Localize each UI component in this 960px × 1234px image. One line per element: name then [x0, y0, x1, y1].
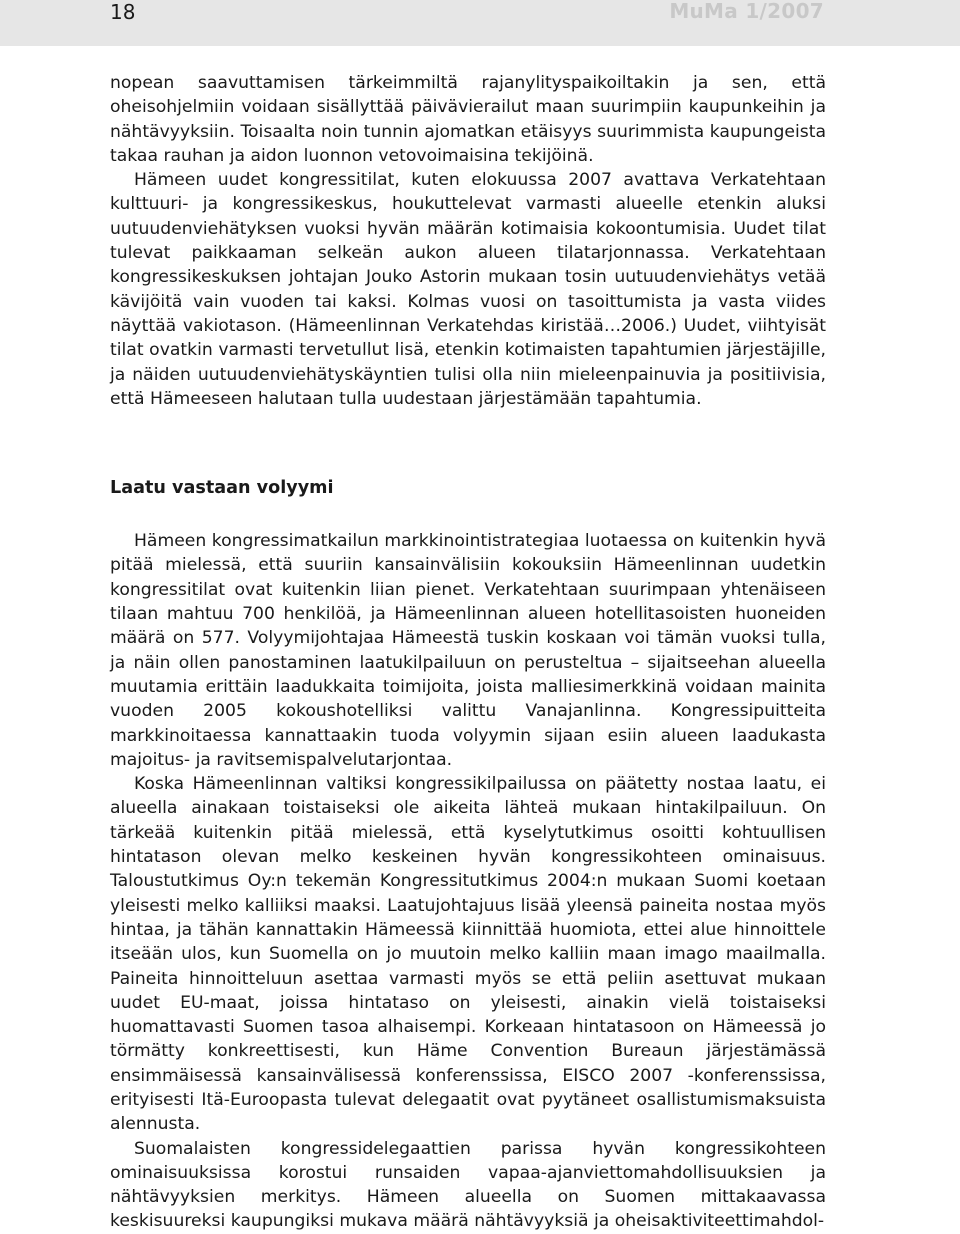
body-paragraph: Suomalaisten kongressidelegaattien parissa hyvän kongressikohteen ominaisuuksissa korostui runsaiden vapaa-ajanviettomahdollisuuksien ja nähtävyyksien merkitys. Hämeen alueella on Suomen mittakaavassa keskisuureksi kaupungiksi mukava määrä nähtävyyksiä ja oheisaktiviteettimahdol-: [110, 1138, 826, 1232]
page-number: 18: [110, 0, 136, 24]
page-header: [0, 0, 960, 46]
journal-issue-label: MuMa 1/2007: [669, 0, 824, 23]
intro-paragraph: Hämeen uudet kongressitilat, kuten elokuussa 2007 avattava Verkatehtaan kulttuuri- ja kongressikeskus, houkuttelevat varmasti alueelle etenkin aluksi uutuudenviehätyksen vuoksi hyvän määrän kotimaisia kokoontumisia. Uudet tilat tulevat paikkaaman selkeän aukon alueen tilatarjonnassa. Verkatehtaan kongressikeskuksen johtajan Jouko Astorin mukaan tosin uutuudenviehätys vetää kävijöitä vain vuoden tai kaksi. Kolmas vuosi on tasoittumista ja vasta viides näyttää vakiotason. (Hämeenlinnan Verkatehdas kiristää…2006.) Uudet, viihtyisät tilat ovatkin varmasti tervetullut lisä, etenkin kotimaisten tapahtumien järjestäjille, ja näiden uutuudenviehätyskäyntien tulisi olla niin mieleenpainuvia ja positiivisia, että Hämeeseen halutaan tulla uudestaan järjestämään tapahtumia.: [110, 170, 826, 409]
body-paragraph: Koska Hämeenlinnan valtiksi kongressikilpailussa on päätetty nostaa laatu, ei alueella ainakaan toistaiseksi ole aikeita lähteä mukaan hintakilpailuun. On tärkeää kuitenkin pitää mielessä, että kyselytutkimus osoitti kohtuullisen hintatason olevan melko keskeinen hyvän kongressikohteen ominaisuus. Taloustutkimus Oy:n tekemän Kongressitutkimus 2004:n mukaan Suomi koetaan yleisesti melko kalliiksi maaksi. Laatujohtajuus lisää yleensä paineita nostaa myös hintaa, ja tähän kannattakin Hämeessä kiinnittää huomiota, ettei alue hinnoittele itseään ulos, kun Suomella on jo muutoin melko kalliin maan imago maailmalla. Paineita hinnoitteluun asettaa varmasti myös se että peliin asettuvat mukaan uudet EU-maat, joissa hintataso on yleisesti, ainakin vielä toistaiseksi huomattavasti Suomen tasoa alhaisempi. Korkeaan hintatasoon on Hämeessä jo törmätty konkreettisesti, kun Häme Convention Bureaun järjestämässä ensimmäisessä kansainvälisessä konferenssissa, EISCO 2007 -konferenssissa, erityisesti Itä-Euroopasta tulevat delegaatit ovat pyytäneet osallistumismaksuista alennusta.: [110, 774, 826, 1135]
article-body: [110, 71, 826, 1234]
section-heading: Laatu vastaan volyymi: [110, 478, 334, 499]
intro-paragraph: nopean saavuttamisen tärkeimmiltä rajanylityspaikoiltakin ja sen, että oheisohjelmiin voidaan sisällyttää päivävierailut maan suurimpiin kaupunkeihin ja nähtävyyksiin. Toisaalta noin tunnin ajomatkan etäisyys suurimmista kaupungeista takaa rauhan ja aidon luonnon vetovoimaisina tekijöinä.: [110, 73, 826, 166]
body-paragraph: Hämeen kongressimatkailun markkinointistrategiaa luotaessa on kuitenkin hyvä pitää mielessä, että suuriin kansainvälisiin kokouksiin Hämeenlinnan uudetkin kongressitilat ovat kuitenkin liian pienet. Verkatehtaan suurimpaan yhtenäiseen tilaan mahtuu 700 henkilöä, ja Hämeenlinnan alueen hotellitasoisten huoneiden määrä on 577. Volyymijohtajaa Hämeestä tuskin koskaan voi tämän vuoksi tulla, ja näin ollen panostaminen laatukilpailuun on perusteltua – sijaitseehan alueella muutamia erittäin laadukkaita toimijoita, joista malliesimerkkinä voidaan mainita vuoden 2005 kokoushotelliksi valittu Vanajanlinna. Kongressipuitteita markkinoitaessa kannattaakin tuoda volyymin sijaan esiin alueen laadukasta majoitus- ja ravitsemispalvelutarjontaa.: [110, 531, 826, 770]
